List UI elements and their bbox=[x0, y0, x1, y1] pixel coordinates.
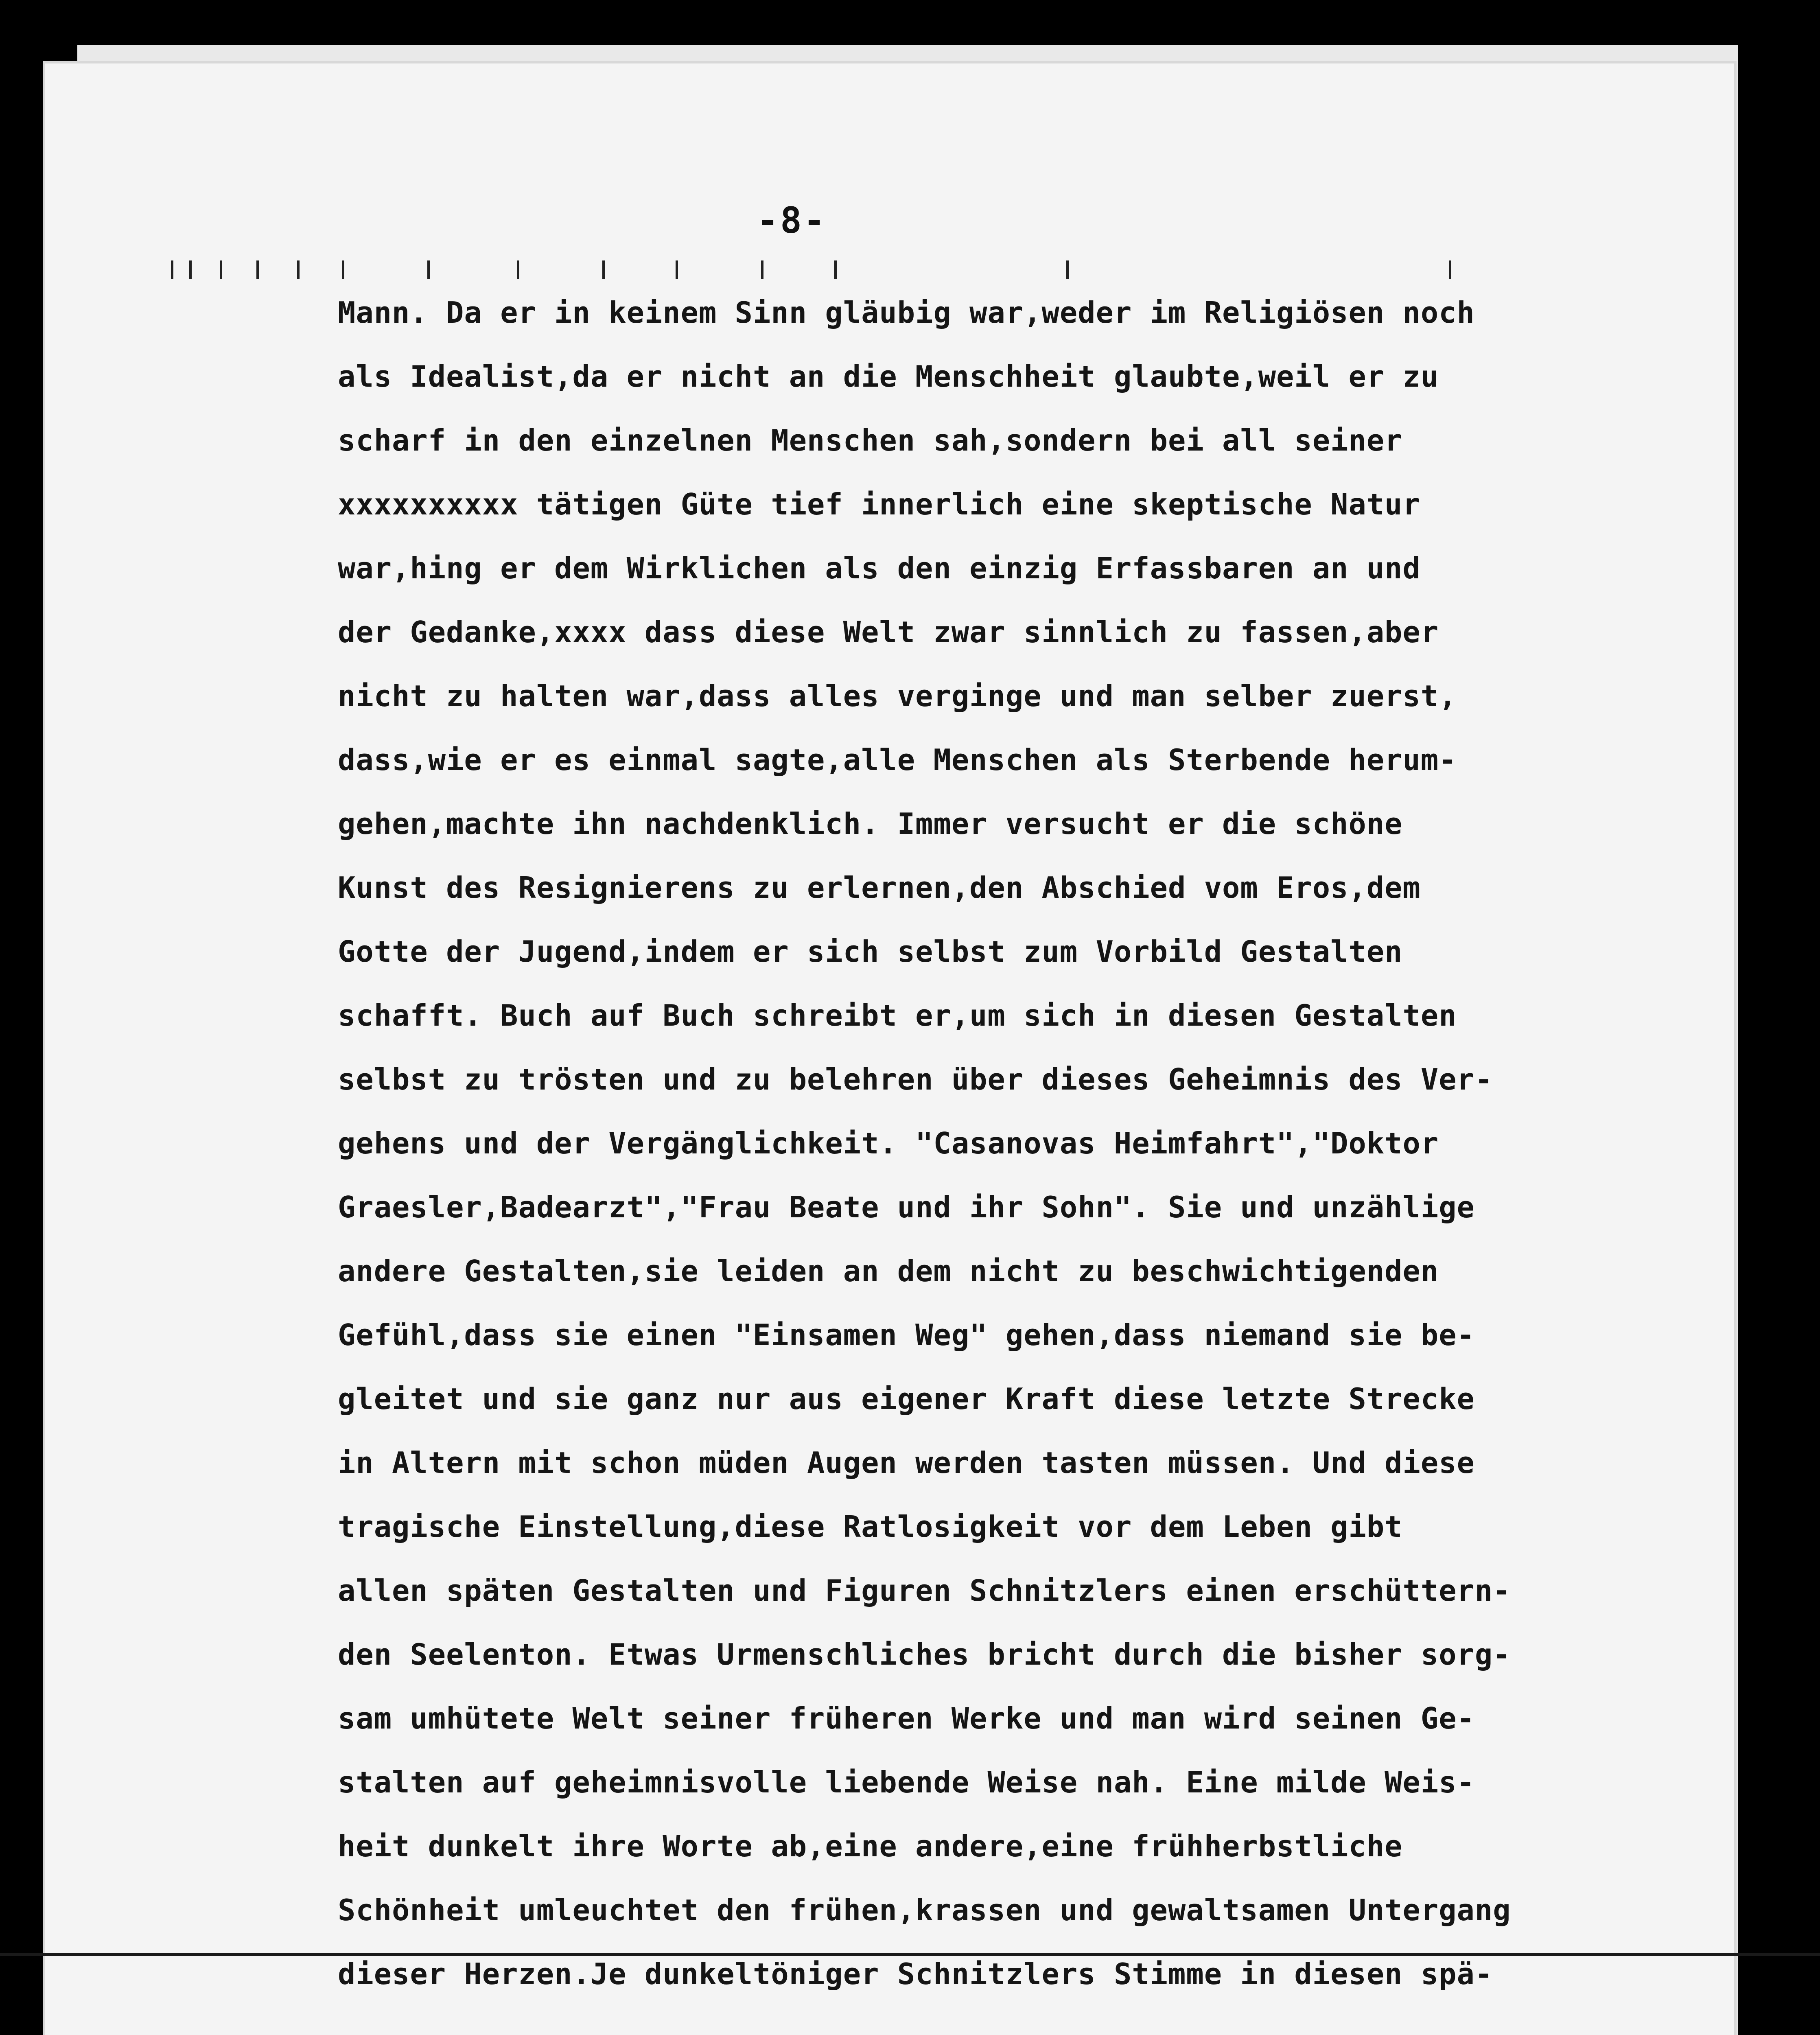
text-line: Graesler,Badearzt","Frau Beate und ihr Sohn". Sie und unzählige bbox=[338, 1190, 1475, 1224]
text-line: andere Gestalten,sie leiden an dem nicht zu beschwichtigenden bbox=[338, 1254, 1439, 1288]
text-line: gleitet und sie ganz nur aus eigener Kraft diese letzte Strecke bbox=[338, 1382, 1475, 1416]
text-line: Schönheit umleuchtet den frühen,krassen und gewaltsamen Untergang bbox=[338, 1893, 1511, 1927]
text-line: stalten auf geheimnisvolle liebende Weise nah. Eine milde Weis- bbox=[338, 1765, 1475, 1799]
page-number: -8- bbox=[757, 199, 827, 241]
text-line-with-strikeout: xxxxxxxxxx tätigen Güte tief innerlich eine skeptische Natur bbox=[338, 487, 1421, 521]
text-line: selbst zu trösten und zu belehren über dieses Geheimnis des Ver- bbox=[338, 1062, 1493, 1096]
text-line: Kunst des Resignierens zu erlernen,den Abschied vom Eros,dem bbox=[338, 871, 1421, 905]
typed-text-body bbox=[338, 281, 1579, 2006]
text-line: Gotte der Jugend,indem er sich selbst zum Vorbild Gestalten bbox=[338, 934, 1403, 969]
text-line: tragische Einstellung,diese Ratlosigkeit vor dem Leben gibt bbox=[338, 1510, 1403, 1544]
text-line: dieser Herzen.Je dunkeltöniger Schnitzlers Stimme in diesen spä- bbox=[338, 1957, 1493, 1991]
text-line: scharf in den einzelnen Menschen sah,sondern bei all seiner bbox=[338, 423, 1403, 457]
text-line: schafft. Buch auf Buch schreibt er,um sich in diesen Gestalten bbox=[338, 998, 1457, 1033]
scan-fold-line bbox=[0, 1953, 1820, 1956]
text-line: in Altern mit schon müden Augen werden tasten müssen. Und diese bbox=[338, 1446, 1475, 1480]
text-line: heit dunkelt ihre Worte ab,eine andere,eine frühherbstliche bbox=[338, 1829, 1403, 1863]
text-line-with-strikeout: der Gedanke,xxxx dass diese Welt zwar sinnlich zu fassen,aber bbox=[338, 615, 1439, 649]
text-line: den Seelenton. Etwas Urmenschliches bricht durch die bisher sorg- bbox=[338, 1637, 1511, 1672]
text-line: Gefühl,dass sie einen "Einsamen Weg" gehen,dass niemand sie be- bbox=[338, 1318, 1475, 1352]
text-line: war,hing er dem Wirklichen als den einzig Erfassbaren an und bbox=[338, 551, 1421, 585]
text-line: sam umhütete Welt seiner früheren Werke und man wird seinen Ge- bbox=[338, 1701, 1475, 1735]
text-line: allen späten Gestalten und Figuren Schnitzlers einen erschüttern- bbox=[338, 1573, 1511, 1608]
text-line: dass,wie er es einmal sagte,alle Menschen als Sterbende herum- bbox=[338, 743, 1457, 777]
text-line: gehen,machte ihn nachdenklich. Immer versucht er die schöne bbox=[338, 807, 1403, 841]
text-line: als Idealist,da er nicht an die Menschheit glaubte,weil er zu bbox=[338, 359, 1439, 394]
text-line: Mann. Da er in keinem Sinn gläubig war,weder im Religiösen noch bbox=[338, 295, 1475, 330]
text-line: gehens und der Vergänglichkeit. "Casanovas Heimfahrt","Doktor bbox=[338, 1126, 1439, 1160]
text-line: nicht zu halten war,dass alles verginge und man selber zuerst, bbox=[338, 679, 1457, 713]
